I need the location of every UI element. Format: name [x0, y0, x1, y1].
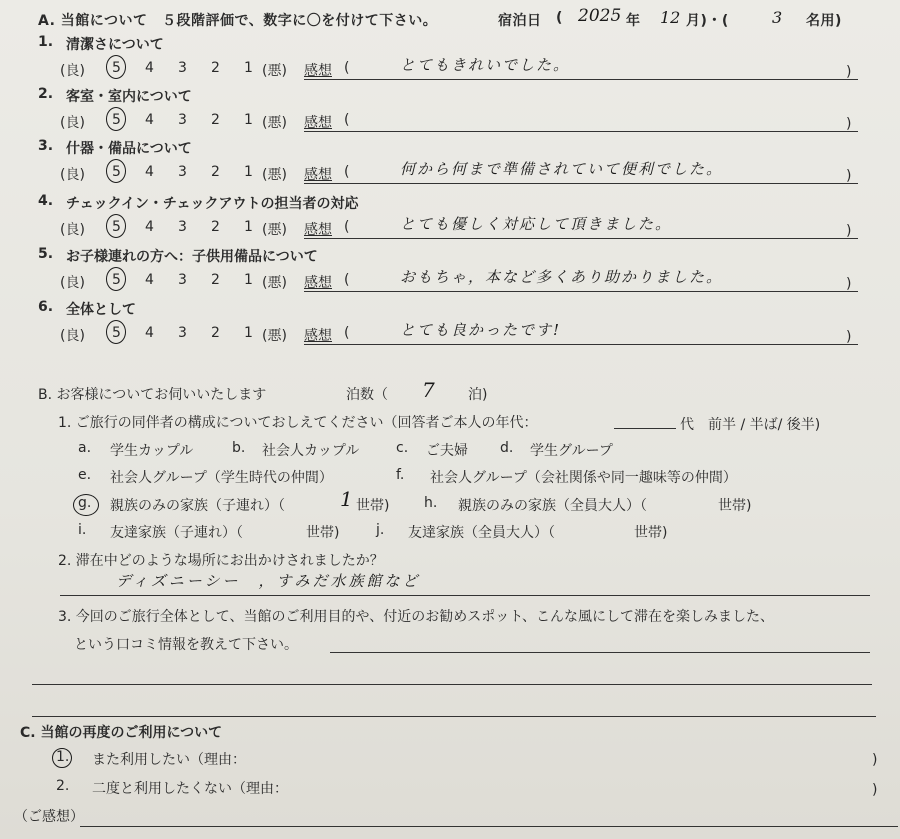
impression-paren-open: (	[344, 60, 350, 76]
impression-paren-close: )	[846, 223, 852, 239]
rating-option-2[interactable]: 2	[211, 112, 220, 128]
outings-question: 2. 滞在中どのような場所にお出かけされましたか？	[58, 553, 384, 569]
guests-unit: 名用)	[806, 13, 842, 29]
rating-option-3[interactable]: 3	[178, 219, 187, 235]
option-h[interactable]: 親族のみの家族（全員大人）（	[458, 498, 647, 514]
question-label: お子様連れの方へ：子供用備品について	[66, 249, 318, 265]
option-g-count[interactable]: 1	[340, 487, 353, 511]
revisit-option-2-num: 2.	[56, 778, 70, 794]
impression-answer[interactable]: とても優しく対応して頂きました。	[400, 215, 673, 233]
question-label: 客室・室内について	[66, 89, 192, 105]
option-c[interactable]: ご夫婦	[426, 443, 468, 459]
option-h-letter: h.	[424, 495, 438, 511]
stay-year[interactable]: 2025	[578, 6, 622, 26]
question-label: 什器・備品について	[66, 141, 192, 157]
rating-selected-circle	[106, 267, 126, 291]
rating-option-1[interactable]: 1	[244, 164, 253, 180]
good-label: (良)	[60, 167, 85, 183]
impression-paren-close: )	[846, 276, 852, 292]
rating-option-5[interactable]: 5	[112, 164, 121, 180]
impression-paren-open: (	[344, 112, 350, 128]
revisit-option-1-close: )	[872, 752, 878, 768]
year-unit: 年	[626, 13, 641, 29]
option-i-households: 世帯)	[306, 525, 340, 541]
section-c-header: C. 当館の再度のご利用について	[20, 725, 223, 741]
good-label: (良)	[60, 222, 85, 238]
impression-paren-open: (	[344, 164, 350, 180]
review-line-2[interactable]	[32, 684, 872, 685]
bad-label: (悪)	[262, 222, 287, 238]
bad-label: (悪)	[262, 63, 287, 79]
rating-option-3[interactable]: 3	[178, 164, 187, 180]
option-j-letter: j.	[376, 522, 385, 538]
rating-option-4[interactable]: 4	[145, 272, 154, 288]
rating-selected-circle	[106, 214, 126, 238]
section-a-header: A. 当館について ５段階評価で、数字に〇を付けて下さい。	[38, 13, 438, 29]
stay-date-open: (	[556, 10, 563, 26]
rating-option-2[interactable]: 2	[211, 219, 220, 235]
revisit-option-1-num: 1.	[56, 749, 70, 765]
comments-line[interactable]	[80, 826, 898, 827]
month-unit: 月)・(	[686, 13, 729, 29]
bad-label: (悪)	[262, 328, 287, 344]
question-number: 5.	[38, 246, 54, 262]
option-d[interactable]: 学生グループ	[530, 443, 613, 459]
good-label: (良)	[60, 115, 85, 131]
companion-question: 1. ご旅行の同伴者の構成についておしえてください（回答者ご本人の年代：	[58, 415, 538, 431]
rating-option-2[interactable]: 2	[211, 60, 220, 76]
rating-option-1[interactable]: 1	[244, 219, 253, 235]
option-b-letter: b.	[232, 440, 246, 456]
option-g-households: 世帯)	[356, 498, 390, 514]
option-h-households: 世帯)	[718, 498, 752, 514]
question-number: 6.	[38, 299, 54, 315]
question-label: 全体として	[66, 302, 136, 318]
review-line-3[interactable]	[32, 716, 876, 717]
rating-option-4[interactable]: 4	[145, 164, 154, 180]
review-question-line2: という口コミ情報を教えて下さい。	[74, 637, 298, 653]
rating-option-1[interactable]: 1	[244, 112, 253, 128]
question-number: 2.	[38, 86, 54, 102]
option-f-letter: f.	[396, 467, 405, 483]
rating-option-4[interactable]: 4	[145, 112, 154, 128]
rating-option-3[interactable]: 3	[178, 325, 187, 341]
rating-option-5[interactable]: 5	[112, 272, 121, 288]
impression-label: 感想	[304, 222, 332, 238]
age-blank-line[interactable]	[614, 428, 676, 429]
rating-option-4[interactable]: 4	[145, 60, 154, 76]
impression-paren-open: (	[344, 219, 350, 235]
nights-value[interactable]: 7	[422, 378, 435, 402]
rating-option-1[interactable]: 1	[244, 325, 253, 341]
impression-paren-close: )	[846, 64, 852, 80]
rating-option-3[interactable]: 3	[178, 272, 187, 288]
rating-option-1[interactable]: 1	[244, 272, 253, 288]
impression-line	[304, 79, 858, 80]
impression-line	[304, 291, 858, 292]
option-f[interactable]: 社会人グループ（会社関係や同一趣味等の仲間）	[430, 470, 737, 486]
impression-answer[interactable]: とてもきれいでした。	[400, 56, 571, 74]
option-j-households: 世帯)	[634, 525, 668, 541]
rating-option-3[interactable]: 3	[178, 60, 187, 76]
rating-option-4[interactable]: 4	[145, 219, 154, 235]
question-number: 1.	[38, 34, 54, 50]
rating-selected-circle	[106, 159, 126, 183]
option-e-letter: e.	[78, 467, 92, 483]
option-c-letter: c.	[396, 440, 409, 456]
age-suffix: 代 前半 / 半ば/ 後半)	[680, 417, 821, 433]
option-j[interactable]: 友達家族（全員大人）（	[408, 525, 555, 541]
outings-line	[60, 595, 870, 596]
impression-paren-close: )	[846, 168, 852, 184]
rating-option-4[interactable]: 4	[145, 325, 154, 341]
impression-paren-open: (	[344, 325, 350, 341]
revisit-option-2-close: )	[872, 782, 878, 798]
impression-label: 感想	[304, 167, 332, 183]
revisit-option-1[interactable]: また利用したい（理由：	[92, 752, 246, 768]
impression-line	[304, 344, 858, 345]
option-b[interactable]: 社会人カップル	[262, 443, 360, 459]
bad-label: (悪)	[262, 275, 287, 291]
impression-label: 感想	[304, 328, 332, 344]
impression-answer[interactable]: おもちゃ，本など多くあり助かりました。	[400, 268, 724, 286]
outings-answer[interactable]: ディズニーシー ，すみだ水族館など	[116, 572, 421, 590]
option-i[interactable]: 友達家族（子連れ）（	[110, 525, 243, 541]
impression-paren-close: )	[846, 329, 852, 345]
stay-date-label: 宿泊日	[498, 13, 542, 29]
revisit-option-2[interactable]: 二度と利用したくない（理由：	[92, 781, 288, 797]
question-number: 4.	[38, 193, 54, 209]
rating-selected-circle	[106, 55, 126, 79]
nights-label: 泊数（	[346, 387, 388, 403]
impression-answer[interactable]: とても良かったです!	[400, 321, 562, 339]
review-line-1[interactable]	[330, 652, 870, 653]
question-number: 3.	[38, 138, 54, 154]
option-e[interactable]: 社会人グループ（学生時代の仲間）	[110, 470, 333, 486]
rating-option-2[interactable]: 2	[211, 164, 220, 180]
rating-option-2[interactable]: 2	[211, 272, 220, 288]
bad-label: (悪)	[262, 115, 287, 131]
impression-answer[interactable]: 何から何まで準備されていて便利でした。	[400, 160, 724, 178]
good-label: (良)	[60, 275, 85, 291]
rating-option-1[interactable]: 1	[244, 60, 253, 76]
impression-label: 感想	[304, 63, 332, 79]
bad-label: (悪)	[262, 167, 287, 183]
good-label: (良)	[60, 63, 85, 79]
section-b-header: B. お客様についてお伺いいたします	[38, 387, 267, 403]
rating-selected-circle	[106, 320, 126, 344]
option-i-letter: i.	[78, 522, 87, 538]
option-g-letter: g.	[78, 495, 92, 511]
impression-line	[304, 131, 858, 132]
comments-label: （ご感想）	[14, 809, 84, 825]
rating-selected-circle	[106, 107, 126, 131]
rating-option-2[interactable]: 2	[211, 325, 220, 341]
nights-unit: 泊)	[468, 387, 488, 403]
impression-paren-open: (	[344, 272, 350, 288]
impression-line	[304, 183, 858, 184]
question-label: 清潔さについて	[66, 37, 164, 53]
option-a[interactable]: 学生カップル	[110, 443, 194, 459]
option-d-letter: d.	[500, 440, 514, 456]
impression-label: 感想	[304, 115, 332, 131]
impression-paren-close: )	[846, 116, 852, 132]
rating-option-5[interactable]: 5	[112, 325, 121, 341]
rating-option-3[interactable]: 3	[178, 112, 187, 128]
review-question-line1: 3. 今回のご旅行全体として、当館のご利用目的や、付近のお勧めスポット、こんな風にして滞在を楽しみました、	[58, 609, 774, 625]
rating-option-5[interactable]: 5	[112, 219, 121, 235]
rating-option-5[interactable]: 5	[112, 112, 121, 128]
good-label: (良)	[60, 328, 85, 344]
guest-count[interactable]: 3	[772, 8, 783, 27]
option-g[interactable]: 親族のみの家族（子連れ）（	[110, 498, 285, 514]
impression-label: 感想	[304, 275, 332, 291]
option-a-letter: a.	[78, 440, 92, 456]
stay-month[interactable]: 12	[660, 8, 681, 27]
rating-option-5[interactable]: 5	[112, 60, 121, 76]
impression-line	[304, 238, 858, 239]
question-label: チェックイン・チェックアウトの担当者の対応	[66, 196, 359, 212]
